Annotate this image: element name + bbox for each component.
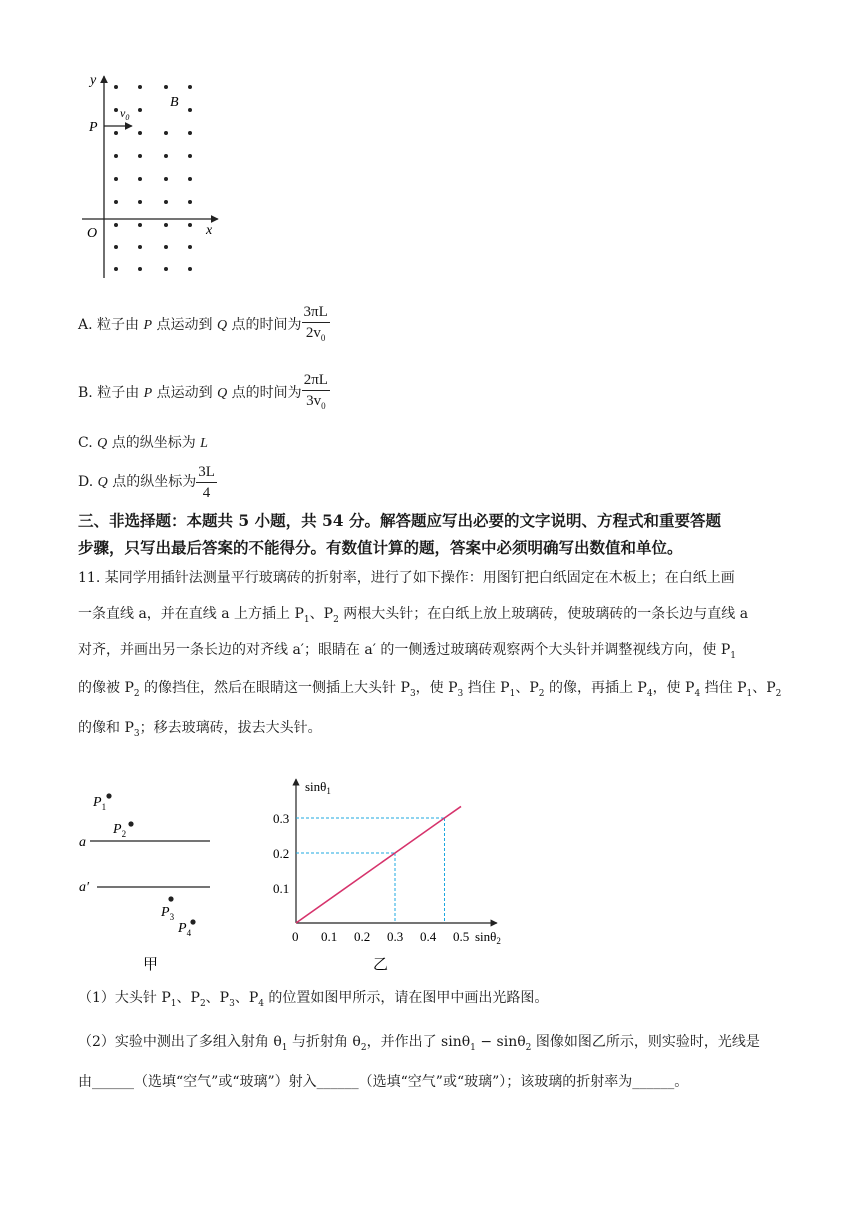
field-dot [114,85,118,89]
field-dot [138,223,142,227]
option-b: B. 粒子由 P 点运动到 Q 点的时间为 $\frac{2\pi L}{3v_0}$ [78,370,330,416]
option-a: A. 粒子由 P 点运动到 Q 点的时间为 $\frac{3\pi L}{2v_0}$ [78,302,330,348]
field-dot [114,177,118,181]
label-a-prime: a′ [79,880,90,895]
field-dot [188,131,192,135]
field-dot [138,108,142,112]
figure-jia [75,785,225,975]
field-dot [188,177,192,181]
field-dot [188,108,192,112]
p-label: P [89,120,98,135]
label-p1: $P_1$ [93,795,107,812]
field-dot [138,245,142,249]
pin-p1 [106,793,111,798]
q11-line-3: 对齐，并画出另一条长边的对齐线 a′；眼睛在 a′ 的一侧透过玻璃砖观察两个大头针并调整视线方向，使 $P_1$ [78,642,737,661]
field-dot [164,200,168,204]
field-dot [164,223,168,227]
chart-series-line [296,806,461,923]
field-dot [138,154,142,158]
caption-jia: 甲 [143,957,159,973]
label-p4: $P_4$ [178,921,192,938]
q11-line-1: 11. 某同学用插针法测量平行玻璃砖的折射率，进行了如下操作：用图钉把白纸固定在木板上；在白纸上画 [78,570,735,586]
field-dot [114,154,118,158]
chart-x-tick-label: 0.1 [321,929,338,944]
field-dot [114,267,118,271]
field-dot [188,154,192,158]
chart-x-tick-label: 0.4 [420,929,437,944]
y-label: y [90,73,97,88]
q11-line-5: 的像和 $P_3$；移去玻璃砖，拔去大头针。 [78,720,322,739]
field-dot [138,267,142,271]
chart-y-label: sinθ$_1$ [305,779,331,796]
option-d-fraction: $\frac{3L}{4}$ [198,464,215,501]
v0-label: $v_0$ [120,106,130,122]
pin-p2 [128,821,133,826]
label-a: a [79,835,86,850]
chart-y-tick-label: 0.1 [273,881,290,896]
option-b-fraction: $\frac{2\pi L}{3v_0}$ [303,372,328,411]
field-dot [164,177,168,181]
chart-x-tick-label: 0.5 [453,929,470,944]
figure-yi-chart [265,775,520,975]
chart-x-tick-label: 0 [292,929,299,944]
subquestion-2: （2）实验中测出了多组入射角 $\theta_1$ 与折射角 $\theta_2$，并作出了 sinθ$_1$ − sinθ$_2$ 图像如图乙所示，则实验时，光线是 由______（选填“空气”或“玻璃”）射入______（选填“空气”或“玻璃”）；该玻璃的折射率为______。 [78,1034,760,1090]
field-dot [164,245,168,249]
field-dot [164,154,168,158]
field-dot [114,131,118,135]
label-p2: $P_2$ [113,822,127,839]
field-diagram [78,70,228,285]
field-dot [138,131,142,135]
field-dot [188,85,192,89]
section-heading: 三、非选择题：本题共 5 小题，共 54 分。解答题应写出必要的文字说明、方程式和重要答题 步骤，只写出最后答案的不能得分。有数值计算的题，答案中必须明确写出数值和单位。 [78,511,721,557]
pin-p3 [168,896,173,901]
option-c: C. Q 点的纵坐标为 L [78,435,208,451]
chart-x-tick-label: 0.2 [354,929,371,944]
field-dot [138,85,142,89]
field-dot [188,223,192,227]
field-dot [138,177,142,181]
field-dot [138,200,142,204]
q11-line-2: 一条直线 a，并在直线 a 上方插上 $P_1$、$P_2$ 两根大头针；在白纸上放上玻璃砖，使玻璃砖的一条长边与直线 a [78,606,749,625]
field-dot [188,245,192,249]
chart-x-tick-label: 0.3 [387,929,404,944]
option-a-fraction: $\frac{3\pi L}{2v_0}$ [303,304,328,343]
chart-x-label: sinθ$_2$ [475,929,501,946]
field-dot [114,108,118,112]
b-label: B [170,95,179,110]
subquestion-1: （1）大头针 $P_1$、$P_2$、$P_3$、$P_4$ 的位置如图甲所示，请在图甲中画出光路图。 [78,990,549,1009]
field-dot [114,245,118,249]
field-dot [188,267,192,271]
label-p3: $P_3$ [161,905,175,922]
origin-label: O [87,226,98,241]
field-dot [164,131,168,135]
q11-line-4: 的像被 $P_2$ 的像挡住，然后在眼睛这一侧插上大头针 $P_3$，使 $P_3$ 挡住 $P_1$、$P_2$ 的像，再插上 $P_4$，使 $P_4$ 挡住 $P_1$、$P_2$ [78,680,782,699]
field-dot [114,223,118,227]
x-label: x [206,223,213,238]
pin-p4 [190,919,195,924]
field-dot [164,267,168,271]
field-dot [188,200,192,204]
chart-y-tick-label: 0.3 [273,811,290,826]
chart-y-tick-label: 0.2 [273,846,290,861]
field-dot [114,200,118,204]
field-dot [164,85,168,89]
caption-yi: 乙 [373,957,389,973]
option-d: D. Q 点的纵坐标为 $\frac{3L}{4}$ [78,464,215,501]
question-11 [78,568,781,744]
